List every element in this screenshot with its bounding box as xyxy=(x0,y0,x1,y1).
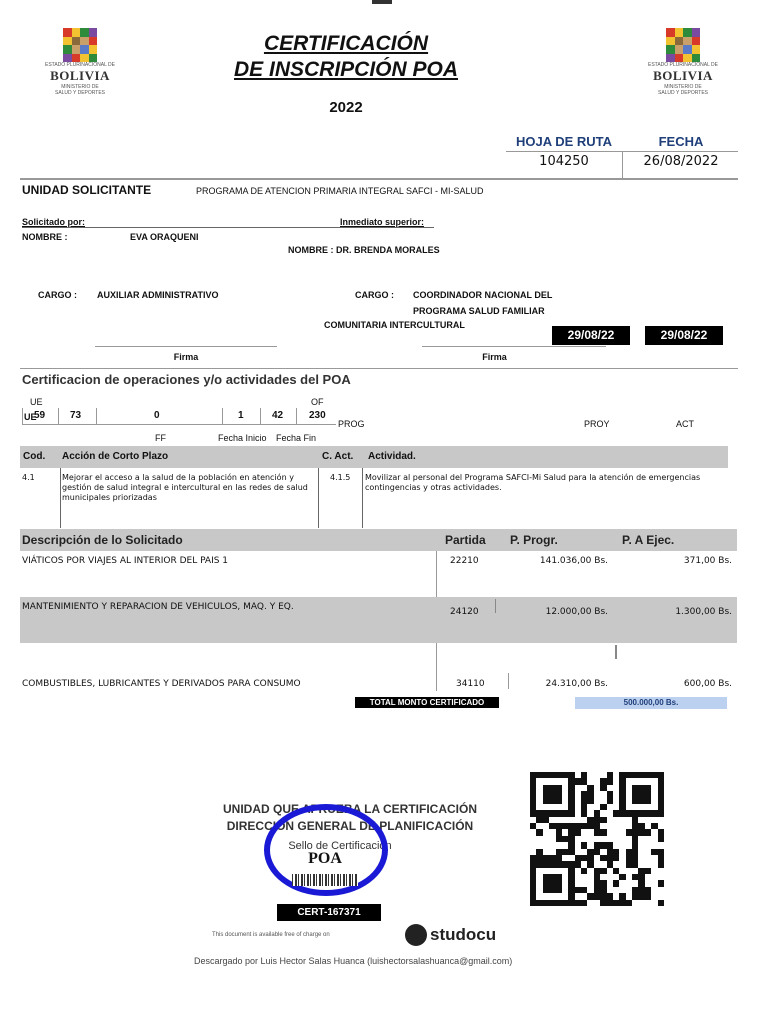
inmediato-nombre: NOMBRE : DR. BRENDA MORALES xyxy=(288,245,440,255)
unidad-aprueba: UNIDAD QUE APRUEBA LA CERTIFICACIÓN xyxy=(223,802,477,816)
accion-cact: 4.1.5 xyxy=(330,473,351,482)
cargo-label: CARGO : xyxy=(38,290,77,300)
barcode-icon xyxy=(292,874,358,886)
inmediato-cargo-line3: COMUNITARIA INTERCULTURAL xyxy=(324,320,465,330)
inmediato-cargo-label: CARGO : xyxy=(355,290,394,300)
document-title: CERTIFICACIÓN DE INSCRIPCIÓN POA xyxy=(233,32,459,81)
code-2: 73 xyxy=(70,410,82,421)
firma-line-right xyxy=(422,346,606,347)
unidad-value: PROGRAMA DE ATENCION PRIMARIA INTEGRAL SAFCI - MI-SALUD xyxy=(196,186,484,196)
prog-label: PROG xyxy=(338,419,365,429)
act-label: ACT xyxy=(676,419,694,429)
fecha-value: 26/08/2022 xyxy=(643,154,719,169)
stamp-word: POA xyxy=(308,850,342,867)
solicitado-header xyxy=(20,529,737,551)
table-row: VIÁTICOS POR VIAJES AL INTERIOR DEL PAIS 1 22210 141.036,00 Bs. 371,00 Bs. xyxy=(20,551,737,597)
firma-left: Firma xyxy=(173,352,199,362)
section-divider xyxy=(20,178,738,180)
table-row: COMBUSTIBLES, LUBRICANTES Y DERIVADOS PARA CONSUMO 34110 24.310,00 Bs. 600,00 Bs. xyxy=(20,643,737,695)
sello-text: Sello de Certificación xyxy=(288,840,392,852)
unidad-label: UNIDAD SOLICITANTE xyxy=(22,183,152,197)
firma-line-left xyxy=(95,346,277,347)
hoja-de-ruta-label: HOJA DE RUTA xyxy=(515,134,613,149)
header-accion: Acción de Corto Plazo xyxy=(62,451,169,462)
fecha-fin-label: Fecha Fin xyxy=(276,433,317,443)
studocu-logo-icon xyxy=(405,924,427,946)
section-divider-2 xyxy=(20,368,738,369)
header-prog: P. Progr. xyxy=(510,533,558,547)
total-value: 500.000,00 Bs. xyxy=(575,697,727,709)
inmediato-label: Inmediato superior: xyxy=(340,217,425,227)
accion-desc: Mejorar el acceso a la salud de la población en atención y gestión de salud integral e intercultural en las redes de salud municipales priorizadas xyxy=(62,473,308,502)
code-of: 230 xyxy=(309,410,326,421)
cargo-value: AUXILIAR ADMINISTRATIVO xyxy=(97,290,219,300)
accion-cod: 4.1 xyxy=(22,473,35,482)
header-desc: Descripción de lo Solicitado xyxy=(22,533,183,547)
logo-left: ESTADO PLURINACIONAL DE BOLIVIA MINISTERIO DE SALUD Y DEPORTES xyxy=(35,28,125,96)
nombre-value: EVA ORAQUENI xyxy=(130,232,199,242)
header-ejec: P. A Ejec. xyxy=(622,533,675,547)
fecha-inicio-label: Fecha Inicio xyxy=(218,433,267,443)
header-actividad: Actividad. xyxy=(368,451,416,462)
inmediato-cargo-line2: PROGRAMA SALUD FAMILIAR xyxy=(413,306,545,316)
nombre-label: NOMBRE : xyxy=(22,232,68,242)
year: 2022 xyxy=(329,99,363,116)
studocu-brand: studocu xyxy=(430,925,497,944)
acciones-header xyxy=(20,446,728,468)
tiny-note: This document is available free of charge on xyxy=(212,932,330,938)
inmediato-cargo-line1: COORDINADOR NACIONAL DEL xyxy=(413,290,553,300)
codes-row xyxy=(22,408,336,425)
ue-mid: UE xyxy=(24,412,37,422)
hoja-de-ruta-value: 104250 xyxy=(539,154,589,169)
total-label: TOTAL MONTO CERTIFICADO xyxy=(355,697,499,708)
solicitado-underline xyxy=(22,227,434,228)
table-row: MANTENIMIENTO Y REPARACION DE VEHICULOS, MAQ. Y EQ. 24120 12.000,00 Bs. 1.300,00 Bs. xyxy=(20,597,737,643)
logo-right: ESTADO PLURINACIONAL DE BOLIVIA MINISTERIO DE SALUD Y DEPORTES xyxy=(638,28,728,96)
date-badge-1: 29/08/22 xyxy=(552,326,630,345)
ue-top: UE xyxy=(30,397,43,407)
coat-of-arms-icon xyxy=(63,28,97,62)
header-partida: Partida xyxy=(445,533,486,547)
header-vdivider xyxy=(622,151,623,178)
date-badge-2: 29/08/22 xyxy=(645,326,723,345)
fecha-label: FECHA xyxy=(658,134,704,149)
code-3: 0 xyxy=(154,410,160,421)
certificacion-heading: Certificacion de operaciones y/o actividades del POA xyxy=(22,372,351,387)
direccion-general: DIRECCIÓN GENERAL DE PLANIFICACIÓN xyxy=(226,819,474,833)
header-cod: Cod. xyxy=(23,451,46,462)
code-5: 42 xyxy=(272,410,284,421)
top-mark xyxy=(372,0,392,4)
proy-label: PROY xyxy=(584,419,610,429)
code-ue: 59 xyxy=(34,410,46,421)
qr-code-icon xyxy=(530,772,664,906)
of-label: OF xyxy=(311,397,324,407)
downloaded-by: Descargado por Luis Hector Salas Huanca (luishectorsalashuanca@gmail.com) xyxy=(194,956,513,966)
ff-label: FF xyxy=(155,433,166,443)
cert-id: CERT-167371 xyxy=(277,904,381,921)
coat-of-arms-icon xyxy=(666,28,700,62)
header-cact: C. Act. xyxy=(322,451,354,462)
solicitado-label: Solicitado por: xyxy=(22,217,85,227)
code-4: 1 xyxy=(238,410,244,421)
firma-right: Firma xyxy=(482,352,507,362)
accion-actividad: Movilizar al personal del Programa SAFCI-Mi Salud para la atención de emergencias contingencias y otras actividades. xyxy=(365,473,701,492)
